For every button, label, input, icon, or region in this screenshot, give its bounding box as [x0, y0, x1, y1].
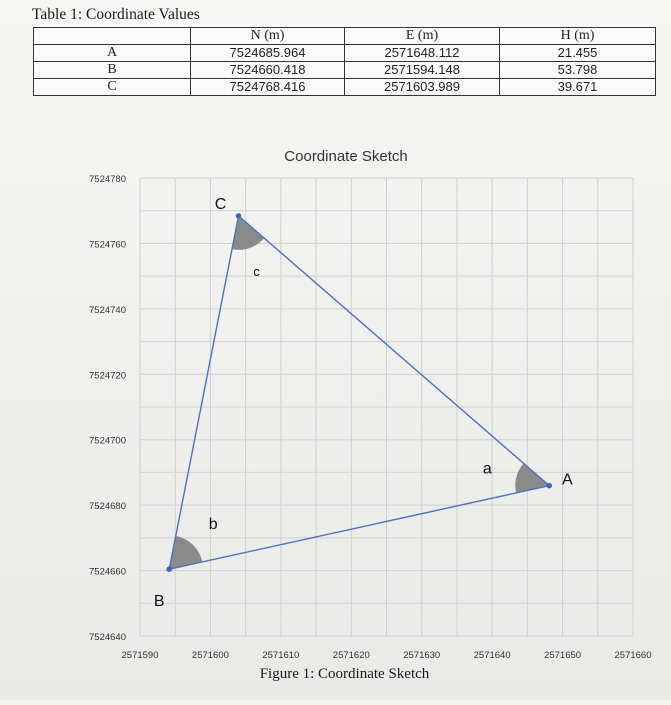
easting-value: 2571648.112 [345, 45, 500, 62]
easting-value: 2571603.989 [345, 79, 500, 96]
point-a [546, 483, 552, 489]
y-tick-label: 7524780 [89, 174, 126, 185]
height-value: 21.455 [500, 45, 656, 62]
height-value: 53.798 [500, 62, 656, 79]
angle-label-c: c [253, 263, 260, 279]
x-tick-label: 2571630 [403, 650, 441, 661]
northing-value: 7524768.416 [191, 79, 345, 96]
height-value: 39.671 [500, 79, 656, 96]
y-tick-label: 7524640 [89, 632, 126, 643]
point-b [166, 566, 172, 572]
y-tick-label: 7524740 [89, 304, 126, 316]
point-labels [154, 196, 573, 610]
angle-label-a: a [482, 460, 492, 478]
point-label-c: C [214, 195, 227, 213]
x-tick-label: 2571640 [473, 650, 511, 661]
data-points [166, 213, 552, 572]
easting-value: 2571594.148 [345, 62, 500, 79]
header-easting: E (m) [345, 28, 500, 45]
northing-value: 7524685.964 [191, 45, 345, 62]
point-label: C [34, 79, 191, 96]
northing-value: 7524660.418 [191, 62, 345, 79]
y-tick-label: 7524680 [89, 501, 126, 513]
angle-wedge-a [515, 463, 549, 493]
y-tick-label: 7524760 [89, 239, 126, 251]
point-label-b: B [153, 593, 165, 611]
x-axis-ticks [122, 650, 652, 661]
point-label: A [34, 45, 191, 62]
x-tick-label: 2571610 [262, 650, 300, 661]
table-caption: Table 1: Coordinate Values [32, 6, 200, 23]
header-height: H (m) [500, 28, 656, 45]
chart-grid [140, 178, 633, 636]
header-northing: N (m) [191, 28, 345, 45]
x-tick-label: 2571660 [614, 650, 652, 661]
x-tick-label: 2571650 [544, 650, 582, 661]
x-tick-label: 2571600 [191, 650, 229, 661]
x-tick-label: 2571620 [332, 650, 370, 661]
y-tick-label: 7524720 [89, 370, 126, 382]
point-label: B [34, 62, 191, 79]
side-bc [169, 216, 238, 569]
point-c [236, 213, 242, 219]
x-tick-label: 2571590 [121, 650, 159, 661]
figure-caption: Figure 1: Coordinate Sketch [259, 666, 430, 682]
chart-title: Coordinate Sketch [284, 148, 408, 165]
y-axis-ticks [89, 174, 126, 643]
y-tick-label: 7524660 [89, 566, 126, 578]
point-label-a: A [561, 471, 573, 489]
angle-label-b: b [208, 516, 218, 534]
y-tick-label: 7524700 [89, 435, 126, 447]
side-ca [239, 216, 550, 486]
